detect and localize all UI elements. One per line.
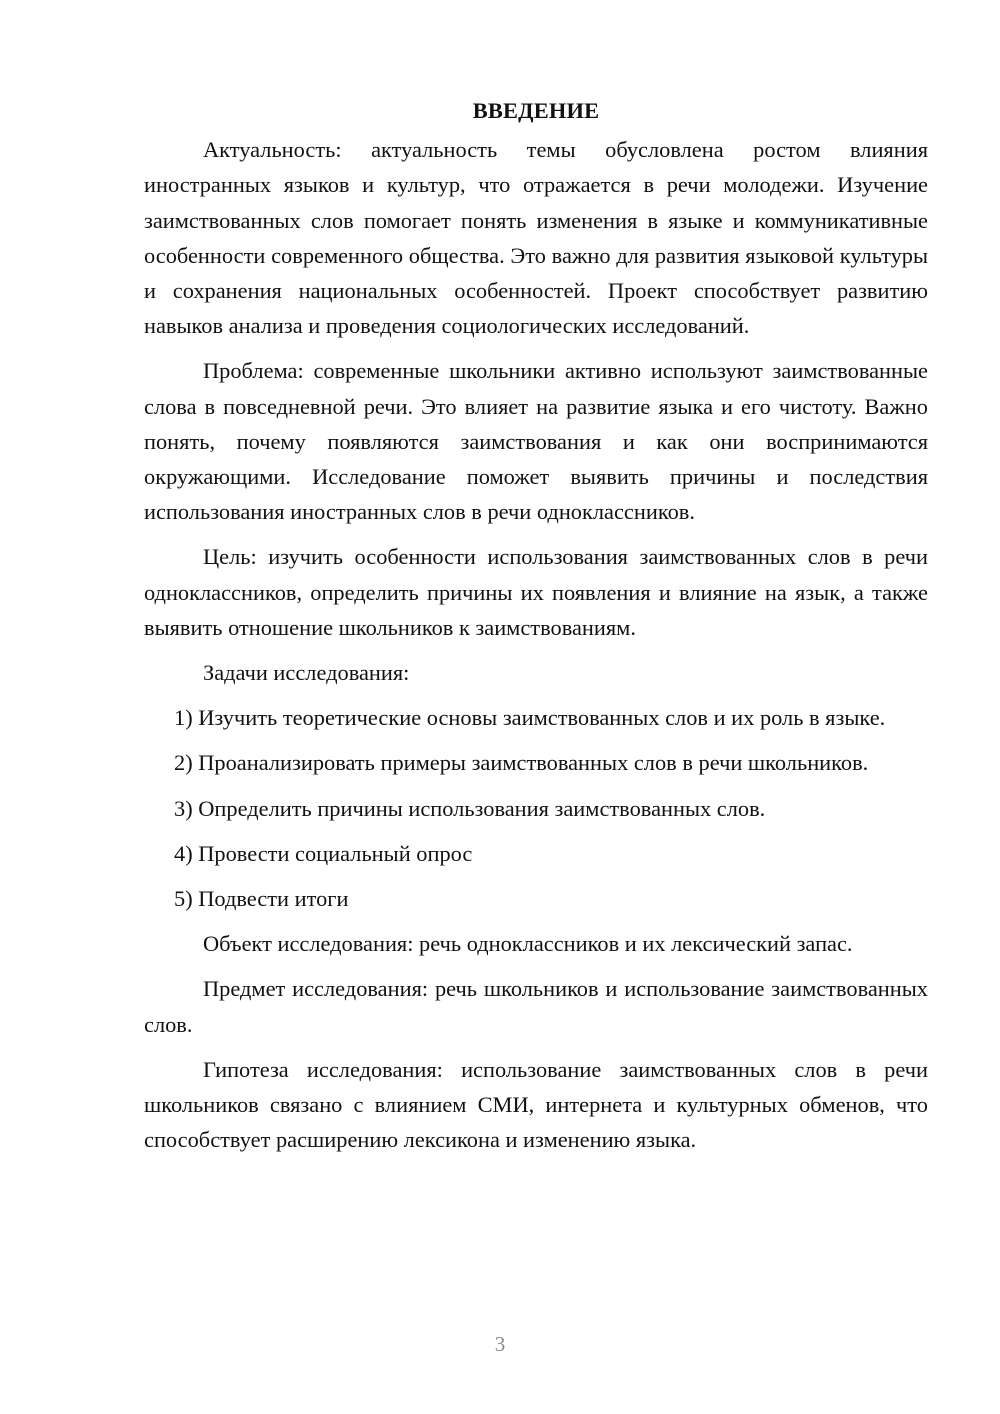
paragraph-hypothesis: Гипотеза исследования: использование заимствованных слов в речи школьников связано с влиянием СМИ, интернета и культурных обменов, что способствует расширению лексикона и изменению языка. xyxy=(144,1056,928,1153)
paragraph-goal: Цель: изучить особенности использования заимствованных слов в речи одноклассников, определить причины их появления и влияние на язык, а также выявить отношение школьников к заимствованиям. xyxy=(144,544,928,640)
paragraph-object: Объект исследования: речь одноклассников и их лексический запас. xyxy=(203,931,853,957)
document-page xyxy=(144,93,928,1157)
section-title: ВВЕДЕНИЕ xyxy=(472,98,600,123)
task-item-4: 4) Провести социальный опрос xyxy=(174,840,473,866)
task-item-5: 5) Подвести итоги xyxy=(174,886,349,912)
tasks-heading: Задачи исследования: xyxy=(203,660,410,686)
paragraph-relevance: Актуальность: актуальность темы обусловлена ростом влияния иностранных языков и культур, что отражается в речи молодежи. Изучение заимствованных слов помогает понять изменения в языке и коммуникативные особенности современного общества. Это важно для развития языковой культуры и сохранения национальных особенностей. Проект способствует развитию навыков анализа и проведения социологических исследований. xyxy=(144,137,928,339)
task-item-3: 3) Определить причины использования заимствованных слов. xyxy=(174,795,766,821)
paragraph-problem: Проблема: современные школьники активно используют заимствованные слова в повседневной речи. Это влияет на развитие языка и его чистоту. Важно понять, почему появляются заимствования и как они воспринимаются окружающими. Исследование поможет выявить причины и последствия использования иностранных слов в речи одноклассников. xyxy=(144,358,928,525)
paragraph-subject: Предмет исследования: речь школьников и использование заимствованных слов. xyxy=(144,976,928,1037)
task-item-1: 1) Изучить теоретические основы заимствованных слов и их роль в языке. xyxy=(174,705,886,731)
task-item-2: 2) Проанализировать примеры заимствованных слов в речи школьников. xyxy=(174,750,869,776)
page-number: 3 xyxy=(494,1332,506,1356)
